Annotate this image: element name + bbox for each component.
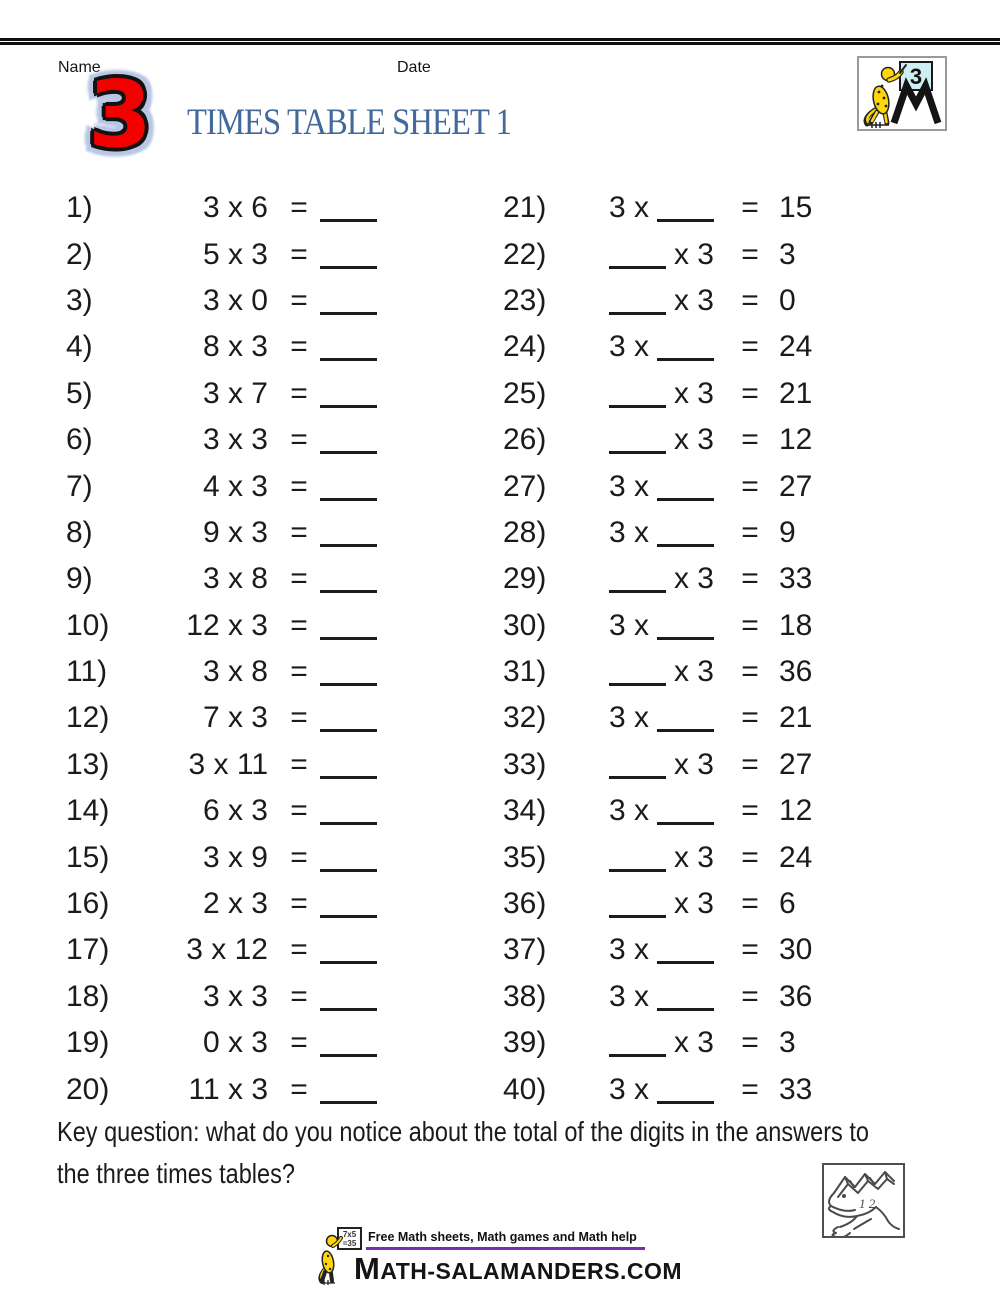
equals-sign: = bbox=[741, 747, 759, 781]
problem-number: 26) bbox=[503, 423, 547, 457]
answer-blank bbox=[320, 701, 383, 735]
problem-number: 9) bbox=[66, 562, 93, 596]
answer-value: 6 bbox=[779, 887, 796, 921]
equals-sign: = bbox=[290, 887, 308, 921]
footer bbox=[0, 1226, 1000, 1287]
problem-number: 22) bbox=[503, 237, 547, 271]
answer-blank-line bbox=[609, 405, 666, 408]
answer-blank bbox=[320, 516, 383, 550]
answer-blank bbox=[320, 330, 383, 364]
problem-number: 38) bbox=[503, 979, 547, 1013]
answer-blank bbox=[320, 655, 383, 689]
equals-sign: = bbox=[290, 1072, 308, 1106]
key-question bbox=[57, 1111, 869, 1195]
equals-sign: = bbox=[741, 562, 759, 596]
answer-value: 24 bbox=[779, 330, 813, 364]
top-border-rule bbox=[0, 38, 1000, 45]
equals-sign: = bbox=[290, 655, 308, 689]
equals-sign: = bbox=[290, 423, 308, 457]
answer-blank-line bbox=[609, 1054, 666, 1057]
equals-sign: = bbox=[290, 840, 308, 874]
footer-site-name: MATH-SALAMANDERS.COM bbox=[354, 1251, 682, 1286]
problem-expression bbox=[549, 284, 714, 318]
equals-sign: = bbox=[290, 747, 308, 781]
problem-expression: 8 x 3 bbox=[202, 330, 268, 364]
problem-expression: 7 x 3 bbox=[202, 701, 268, 735]
answer-blank-line bbox=[609, 869, 666, 872]
problem-expression: 3 x 8 bbox=[202, 655, 268, 689]
expression-pre: 3 x bbox=[608, 794, 649, 828]
equals-sign: = bbox=[741, 469, 759, 503]
expression-pre: 3 x bbox=[608, 1072, 649, 1106]
problem-expression: 12 x 3 bbox=[186, 608, 268, 642]
svg-text:1 2: 1 2 bbox=[859, 1196, 876, 1211]
equals-sign: = bbox=[741, 608, 759, 642]
answer-value: 3 bbox=[779, 237, 796, 271]
answer-blank-line bbox=[609, 915, 666, 918]
problem-number: 17) bbox=[66, 933, 110, 967]
equals-sign: = bbox=[741, 979, 759, 1013]
problem-row bbox=[0, 1020, 1000, 1066]
equals-sign: = bbox=[290, 933, 308, 967]
problem-number: 31) bbox=[503, 655, 547, 689]
problem-row bbox=[0, 185, 1000, 231]
problem-number: 27) bbox=[503, 469, 547, 503]
answer-blank-line bbox=[320, 219, 377, 222]
problem-expression: 11 x 3 bbox=[188, 1072, 268, 1106]
answer-blank-line bbox=[657, 1101, 714, 1104]
page-title: TIMES TABLE SHEET 1 bbox=[187, 102, 512, 143]
problem-row bbox=[0, 927, 1000, 973]
equals-sign: = bbox=[741, 423, 759, 457]
problem-expression: 6 x 3 bbox=[202, 794, 268, 828]
equals-sign: = bbox=[741, 330, 759, 364]
equals-sign: = bbox=[741, 840, 759, 874]
equals-sign: = bbox=[741, 794, 759, 828]
problem-expression: 5 x 3 bbox=[202, 237, 268, 271]
answer-blank-line bbox=[320, 822, 377, 825]
answer-blank-line bbox=[320, 266, 377, 269]
expression-post: x 3 bbox=[673, 655, 714, 689]
problem-number: 10) bbox=[66, 608, 110, 642]
equals-sign: = bbox=[290, 562, 308, 596]
answer-blank bbox=[320, 887, 383, 921]
expression-pre: 3 x bbox=[608, 515, 649, 549]
equals-sign: = bbox=[290, 794, 308, 828]
problem-number: 34) bbox=[503, 794, 547, 828]
answer-blank bbox=[320, 748, 383, 782]
answer-blank-line bbox=[320, 915, 377, 918]
problem-row bbox=[0, 510, 1000, 556]
math-salamanders-logo bbox=[857, 56, 947, 131]
equals-sign: = bbox=[741, 283, 759, 317]
problem-number: 18) bbox=[66, 979, 110, 1013]
problem-row bbox=[0, 834, 1000, 880]
expression-post: x 3 bbox=[673, 747, 714, 781]
problem-row bbox=[0, 371, 1000, 417]
answer-blank bbox=[320, 933, 383, 967]
answer-blank-line bbox=[657, 961, 714, 964]
salamander-easel-icon bbox=[859, 58, 945, 129]
problem-expression: 0 x 3 bbox=[202, 1026, 268, 1060]
problem-expression bbox=[549, 516, 714, 550]
problem-row bbox=[0, 463, 1000, 509]
answer-value: 18 bbox=[779, 608, 813, 642]
equals-sign: = bbox=[290, 191, 308, 225]
problems-list bbox=[0, 185, 1000, 1113]
answer-blank-line bbox=[320, 869, 377, 872]
answer-blank-line bbox=[320, 776, 377, 779]
answer-blank-line bbox=[609, 451, 666, 454]
footer-text bbox=[354, 1226, 682, 1287]
answer-blank-line bbox=[320, 683, 377, 686]
problem-expression bbox=[549, 701, 714, 735]
problem-expression bbox=[549, 794, 714, 828]
problem-number: 24) bbox=[503, 330, 547, 364]
problem-number: 39) bbox=[503, 1026, 547, 1060]
problem-number: 21) bbox=[503, 191, 547, 225]
equals-sign: = bbox=[741, 191, 759, 225]
answer-blank-line bbox=[320, 405, 377, 408]
expression-post: x 3 bbox=[673, 237, 714, 271]
expression-pre: 3 x bbox=[608, 469, 649, 503]
problem-number: 16) bbox=[66, 887, 110, 921]
answer-value: 12 bbox=[779, 423, 813, 457]
equals-sign: = bbox=[290, 979, 308, 1013]
answer-blank-line bbox=[657, 822, 714, 825]
problem-number: 36) bbox=[503, 887, 547, 921]
problem-expression: 3 x 3 bbox=[202, 423, 268, 457]
problem-row bbox=[0, 881, 1000, 927]
key-question-line1: Key question: what do you notice about the total of the digits in the answers to bbox=[57, 1116, 869, 1147]
date-label: Date bbox=[397, 59, 431, 76]
answer-value: 27 bbox=[779, 469, 813, 503]
expression-post: x 3 bbox=[673, 423, 714, 457]
answer-blank-line bbox=[320, 961, 377, 964]
problem-row bbox=[0, 974, 1000, 1020]
answer-blank-line bbox=[657, 498, 714, 501]
expression-pre: 3 x bbox=[608, 608, 649, 642]
answer-blank-line bbox=[320, 1008, 377, 1011]
equals-sign: = bbox=[741, 655, 759, 689]
answer-blank bbox=[320, 423, 383, 457]
sheet-number-badge: 3 bbox=[88, 61, 153, 168]
answer-value: 36 bbox=[779, 979, 813, 1013]
equals-sign: = bbox=[741, 237, 759, 271]
footer-tagline: Free Math sheets, Math games and Math help bbox=[366, 1226, 645, 1250]
equals-sign: = bbox=[290, 1026, 308, 1060]
equals-sign: = bbox=[741, 887, 759, 921]
equals-sign: = bbox=[741, 701, 759, 735]
problem-expression: 9 x 3 bbox=[202, 515, 268, 549]
problem-expression bbox=[549, 238, 714, 272]
problem-number: 37) bbox=[503, 933, 547, 967]
problem-number: 5) bbox=[66, 376, 93, 410]
answer-value: 33 bbox=[779, 562, 813, 596]
problem-number: 13) bbox=[66, 747, 110, 781]
equals-sign: = bbox=[290, 330, 308, 364]
footer-logo bbox=[318, 1226, 682, 1287]
answer-blank-line bbox=[320, 498, 377, 501]
answer-blank bbox=[320, 562, 383, 596]
answer-blank-line bbox=[320, 1054, 377, 1057]
answer-blank-line bbox=[320, 590, 377, 593]
problem-number: 1) bbox=[66, 191, 93, 225]
problem-row bbox=[0, 278, 1000, 324]
expression-pre: 3 x bbox=[608, 191, 649, 225]
problem-number: 33) bbox=[503, 747, 547, 781]
equals-sign: = bbox=[290, 515, 308, 549]
problem-number: 40) bbox=[503, 1072, 547, 1106]
problem-expression bbox=[549, 933, 714, 967]
problem-number: 11) bbox=[66, 655, 108, 689]
problem-number: 28) bbox=[503, 515, 547, 549]
problem-expression bbox=[549, 1026, 714, 1060]
answer-blank-line bbox=[320, 312, 377, 315]
expression-post: x 3 bbox=[673, 562, 714, 596]
problem-number: 3) bbox=[66, 283, 93, 317]
problem-number: 20) bbox=[66, 1072, 110, 1106]
svg-text:=35: =35 bbox=[342, 1239, 357, 1248]
problem-row bbox=[0, 1066, 1000, 1112]
answer-value: 27 bbox=[779, 747, 813, 781]
problem-row bbox=[0, 556, 1000, 602]
problem-row bbox=[0, 603, 1000, 649]
answer-blank bbox=[320, 284, 383, 318]
answer-blank-line bbox=[657, 1008, 714, 1011]
problem-row bbox=[0, 695, 1000, 741]
answer-blank-line bbox=[609, 266, 666, 269]
answer-blank bbox=[320, 980, 383, 1014]
problem-expression: 4 x 3 bbox=[202, 469, 268, 503]
answer-blank bbox=[320, 377, 383, 411]
problem-expression: 3 x 0 bbox=[202, 283, 268, 317]
problem-expression bbox=[549, 748, 714, 782]
answer-blank bbox=[320, 470, 383, 504]
expression-post: x 3 bbox=[673, 840, 714, 874]
problem-expression bbox=[549, 562, 714, 596]
problem-expression bbox=[549, 1073, 714, 1107]
problem-number: 19) bbox=[66, 1026, 110, 1060]
answer-blank-line bbox=[320, 637, 377, 640]
answer-blank bbox=[320, 609, 383, 643]
answer-value: 3 bbox=[779, 1026, 796, 1060]
equals-sign: = bbox=[741, 1072, 759, 1106]
equals-sign: = bbox=[741, 933, 759, 967]
answer-blank-line bbox=[320, 544, 377, 547]
problem-expression: 3 x 8 bbox=[202, 562, 268, 596]
problem-expression: 3 x 9 bbox=[202, 840, 268, 874]
answer-blank bbox=[320, 1026, 383, 1060]
problem-number: 14) bbox=[66, 794, 110, 828]
equals-sign: = bbox=[290, 469, 308, 503]
problem-expression: 2 x 3 bbox=[202, 887, 268, 921]
problem-number: 4) bbox=[66, 330, 93, 364]
equals-sign: = bbox=[741, 515, 759, 549]
problem-expression bbox=[549, 655, 714, 689]
expression-post: x 3 bbox=[673, 887, 714, 921]
answer-blank-line bbox=[609, 776, 666, 779]
answer-blank bbox=[320, 191, 383, 225]
problem-number: 32) bbox=[503, 701, 547, 735]
answer-blank-line bbox=[657, 358, 714, 361]
problem-row bbox=[0, 649, 1000, 695]
problem-number: 29) bbox=[503, 562, 547, 596]
answer-blank bbox=[320, 841, 383, 875]
answer-value: 21 bbox=[779, 376, 813, 410]
answer-blank-line bbox=[609, 683, 666, 686]
answer-value: 36 bbox=[779, 655, 813, 689]
answer-blank-line bbox=[657, 544, 714, 547]
equals-sign: = bbox=[290, 701, 308, 735]
problem-number: 6) bbox=[66, 423, 93, 457]
key-question-line2: the three times tables? bbox=[57, 1158, 295, 1189]
answer-value: 21 bbox=[779, 701, 813, 735]
problem-expression bbox=[549, 330, 714, 364]
answer-blank-line bbox=[657, 219, 714, 222]
problem-number: 15) bbox=[66, 840, 110, 874]
svg-text:7x5: 7x5 bbox=[342, 1230, 357, 1239]
problem-expression bbox=[549, 841, 714, 875]
problem-expression bbox=[549, 470, 714, 504]
equals-sign: = bbox=[741, 1026, 759, 1060]
answer-blank bbox=[320, 238, 383, 272]
answer-value: 12 bbox=[779, 794, 813, 828]
problem-expression bbox=[549, 609, 714, 643]
answer-blank-line bbox=[320, 451, 377, 454]
problem-row bbox=[0, 788, 1000, 834]
equals-sign: = bbox=[290, 283, 308, 317]
answer-blank-line bbox=[657, 729, 714, 732]
answer-blank-line bbox=[320, 358, 377, 361]
problem-row bbox=[0, 324, 1000, 370]
problem-expression bbox=[549, 377, 714, 411]
problem-number: 12) bbox=[66, 701, 110, 735]
problem-number: 23) bbox=[503, 283, 547, 317]
problem-number: 30) bbox=[503, 608, 547, 642]
answer-blank-line bbox=[609, 312, 666, 315]
expression-pre: 3 x bbox=[608, 701, 649, 735]
expression-pre: 3 x bbox=[608, 933, 649, 967]
answer-blank-line bbox=[609, 590, 666, 593]
answer-value: 15 bbox=[779, 191, 813, 225]
expression-post: x 3 bbox=[673, 1026, 714, 1060]
equals-sign: = bbox=[290, 608, 308, 642]
problem-number: 35) bbox=[503, 840, 547, 874]
answer-blank bbox=[320, 1073, 383, 1107]
answer-value: 0 bbox=[779, 283, 796, 317]
problem-expression bbox=[549, 423, 714, 457]
svg-text:3: 3 bbox=[909, 64, 923, 89]
problem-expression: 3 x 12 bbox=[186, 933, 268, 967]
problem-number: 25) bbox=[503, 376, 547, 410]
equals-sign: = bbox=[741, 376, 759, 410]
answer-value: 9 bbox=[779, 515, 796, 549]
equals-sign: = bbox=[290, 376, 308, 410]
problem-number: 8) bbox=[66, 515, 93, 549]
problem-number: 7) bbox=[66, 469, 93, 503]
answer-value: 33 bbox=[779, 1072, 813, 1106]
problem-expression: 3 x 7 bbox=[202, 376, 268, 410]
problem-number: 2) bbox=[66, 237, 93, 271]
problem-expression: 3 x 3 bbox=[202, 979, 268, 1013]
problem-expression: 3 x 6 bbox=[202, 191, 268, 225]
answer-blank bbox=[320, 794, 383, 828]
expression-pre: 3 x bbox=[608, 330, 649, 364]
answer-blank-line bbox=[657, 637, 714, 640]
problem-expression bbox=[549, 980, 714, 1014]
problem-expression: 3 x 11 bbox=[188, 747, 268, 781]
answer-value: 24 bbox=[779, 840, 813, 874]
problem-expression bbox=[549, 887, 714, 921]
expression-post: x 3 bbox=[673, 283, 714, 317]
equals-sign: = bbox=[290, 237, 308, 271]
answer-blank-line bbox=[320, 729, 377, 732]
answer-blank-line bbox=[320, 1101, 377, 1104]
problem-expression bbox=[549, 191, 714, 225]
answer-value: 30 bbox=[779, 933, 813, 967]
name-label: Name bbox=[58, 59, 101, 76]
problem-row bbox=[0, 742, 1000, 788]
problem-row bbox=[0, 231, 1000, 277]
expression-post: x 3 bbox=[673, 376, 714, 410]
problem-row bbox=[0, 417, 1000, 463]
expression-pre: 3 x bbox=[608, 979, 649, 1013]
